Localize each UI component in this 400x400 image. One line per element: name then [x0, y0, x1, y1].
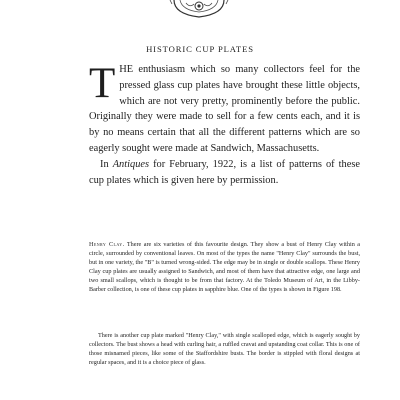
- henry-clay-section: [89, 240, 360, 294]
- intro-paragraph-1-text: HE enthusiasm which so many collectors feel for the pressed glass cup plates have brought these little objects, which are not very pretty, prominently before the public. Originally they were made to sell for a few cents each, and it is by no means certain that all the different patterns which are so eagerly sought were made at Sandwich, Massachusetts.: [89, 64, 360, 154]
- intro-paragraph-1: [89, 62, 360, 157]
- ornament-icon: [168, 0, 230, 20]
- intro-text: [89, 62, 360, 188]
- intro-paragraph-2: [89, 157, 360, 189]
- drop-cap: T: [89, 60, 116, 107]
- intro-p2-start: In: [100, 158, 113, 170]
- magazine-title: Antiques: [112, 158, 150, 170]
- henry-clay-paragraph: [89, 240, 360, 294]
- second-cup-plate-paragraph: There is another cup plate marked "Henry Clay," with single scalloped edge, which is eagerly sought by collectors. The bust shows a head with curling hair, a ruffled cravat and upstanding coat collar. This is one of those misnamed pieces, like some of the Staffordshire busts. The border is stippled with floral designs at regular spaces, and it is a choice piece of glass.: [89, 332, 360, 367]
- second-cup-plate-section: [89, 331, 360, 367]
- section-lead: Henry Clay.: [89, 241, 125, 248]
- intro-p2-end: for February, 1922, is a list of patterns of these cup plates which is given here by permission.: [89, 158, 360, 186]
- henry-clay-text: There are six varieties of this favourite design. They show a bust of Henry Clay within a circle, surrounded by conventional leaves. On most of the types the name "Henry Clay" surrounds the bust, but in one variety, the "B" is turned wrong-sided. The edge may be in single or double scallops. These Henry Clay cup plates are usually assigned to Sandwich, and most of them have that attractive edge, one large and two small scallops, which is thought to be from that factory. At the Toledo Museum of Art, in the Libby-Barber collection, is one of these cup plates in sapphire blue. One of the types is shown in Figure 198.: [89, 241, 360, 294]
- page-heading: HISTORIC CUP PLATES: [146, 44, 254, 54]
